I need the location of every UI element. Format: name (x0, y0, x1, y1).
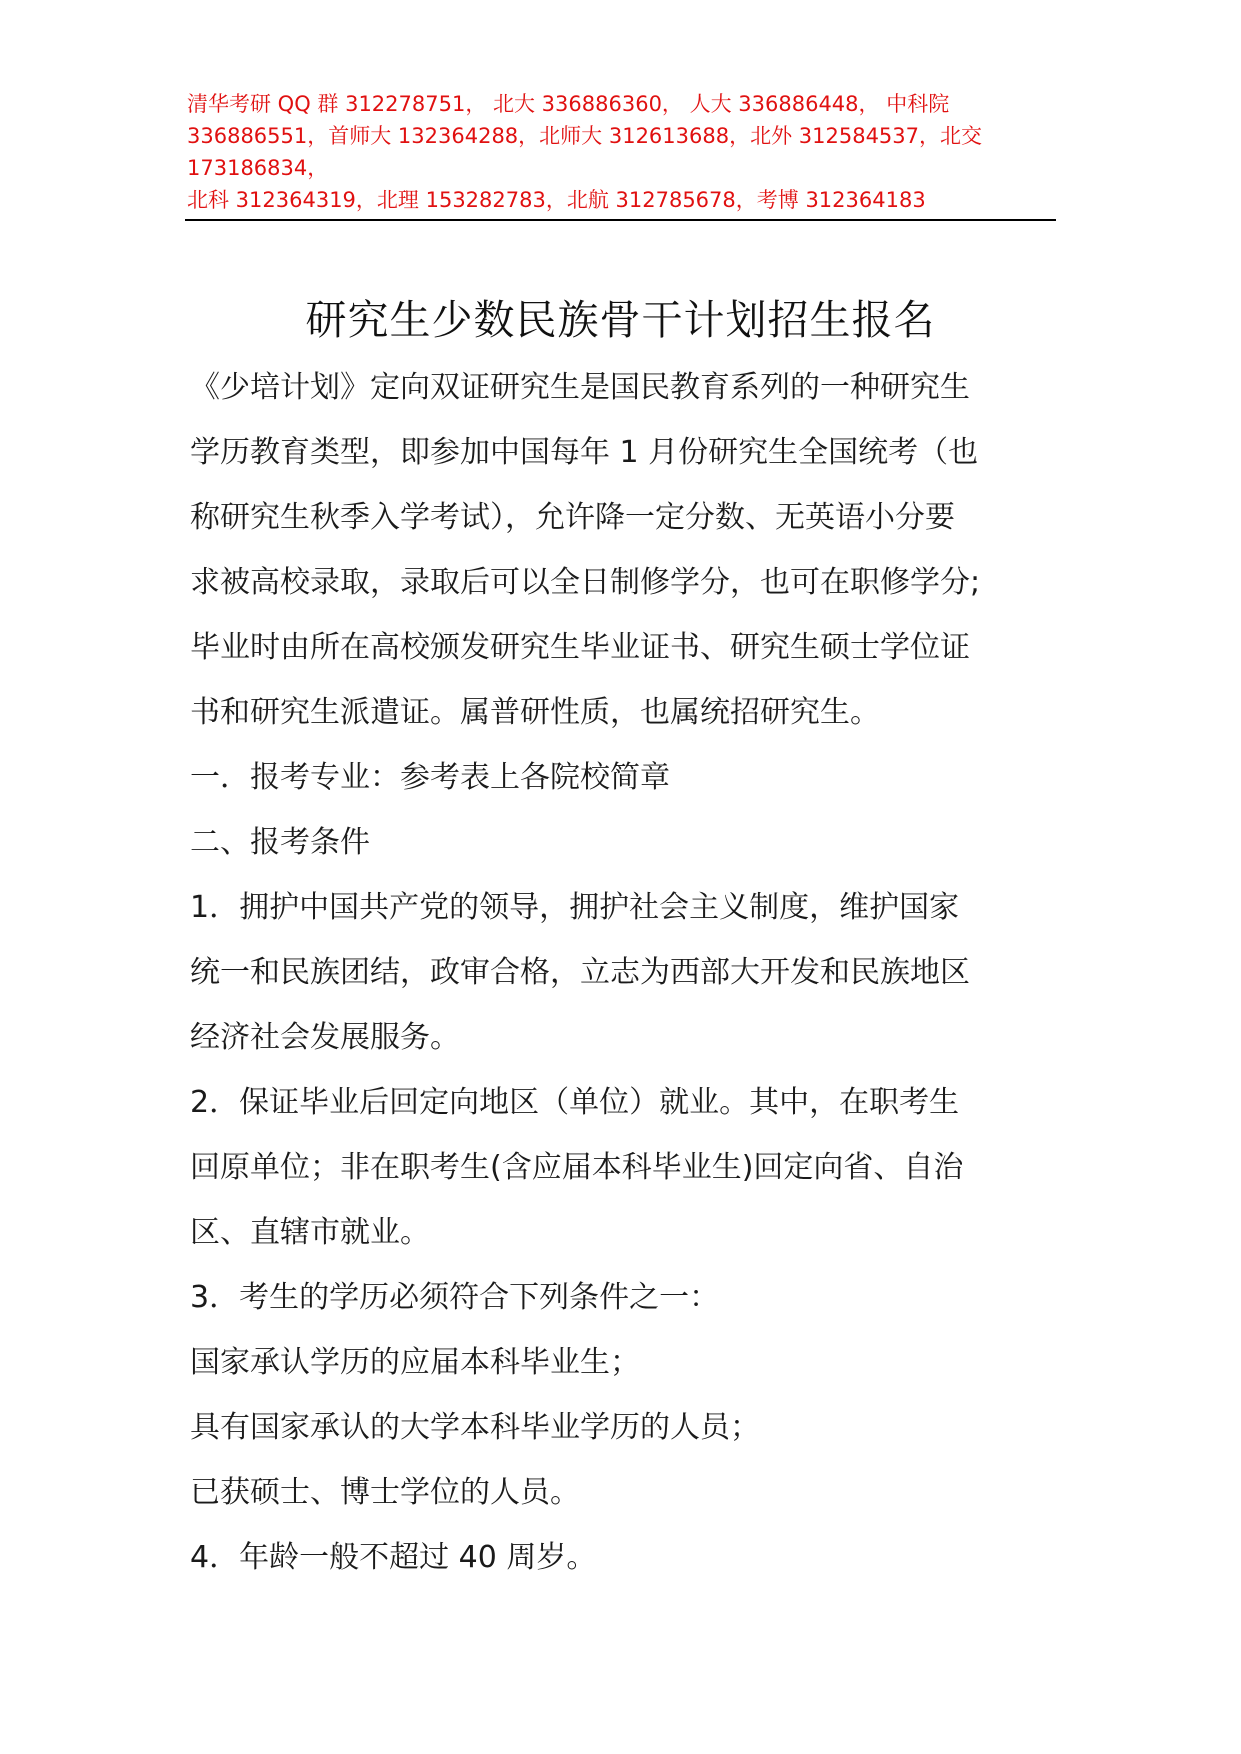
body-line: 经济社会发展服务。 (190, 1020, 460, 1055)
section-heading: 二、报考条件 (190, 825, 370, 860)
header-contact-block (187, 88, 1057, 216)
header-line-2: 336886551，首师大 132364288，北师大 312613688，北外 312584537，北交 (187, 124, 983, 148)
section-heading: 一．报考专业：参考表上各院校简章 (190, 760, 670, 795)
body-line: 求被高校录取，录取后可以全日制修学分，也可在职修学分; (190, 565, 981, 600)
body-line: 《少培计划》定向双证研究生是国民教育系列的一种研究生 (190, 370, 970, 405)
list-item: 具有国家承认的大学本科毕业学历的人员； (190, 1410, 760, 1445)
header-line-4: 北科 312364319，北理 153282783，北航 312785678，考博 312364183 (187, 188, 926, 212)
list-item: 已获硕士、博士学位的人员。 (190, 1475, 580, 1510)
document-title: 研究生少数民族骨干计划招生报名 (305, 296, 936, 344)
body-line: 区、直辖市就业。 (190, 1215, 430, 1250)
body-line: 3．考生的学历必须符合下列条件之一： (190, 1280, 720, 1315)
body-line: 回原单位；非在职考生(含应届本科毕业生)回定向省、自治 (190, 1150, 964, 1185)
body-line: 毕业时由所在高校颁发研究生毕业证书、研究生硕士学位证 (190, 630, 970, 665)
body-line: 书和研究生派遣证。属普研性质，也属统招研究生。 (190, 695, 880, 730)
header-divider (185, 219, 1056, 221)
body-line: 1．拥护中国共产党的领导，拥护社会主义制度，维护国家 (190, 890, 960, 925)
document-body (190, 355, 1060, 1590)
header-line-3: 173186834， (187, 156, 329, 180)
body-line: 学历教育类型，即参加中国每年 1 月份研究生全国统考（也 (190, 435, 979, 470)
header-line-1: 清华考研 QQ 群 312278751， 北大 336886360， 人大 336886448， 中科院 (187, 92, 950, 116)
body-line: 2．保证毕业后回定向地区（单位）就业。其中，在职考生 (190, 1085, 960, 1120)
body-line: 称研究生秋季入学考试），允许降一定分数、无英语小分要 (190, 500, 955, 535)
body-line: 统一和民族团结，政审合格，立志为西部大开发和民族地区 (190, 955, 970, 990)
list-item: 国家承认学历的应届本科毕业生； (190, 1345, 640, 1380)
body-line: 4．年龄一般不超过 40 周岁。 (190, 1540, 597, 1575)
